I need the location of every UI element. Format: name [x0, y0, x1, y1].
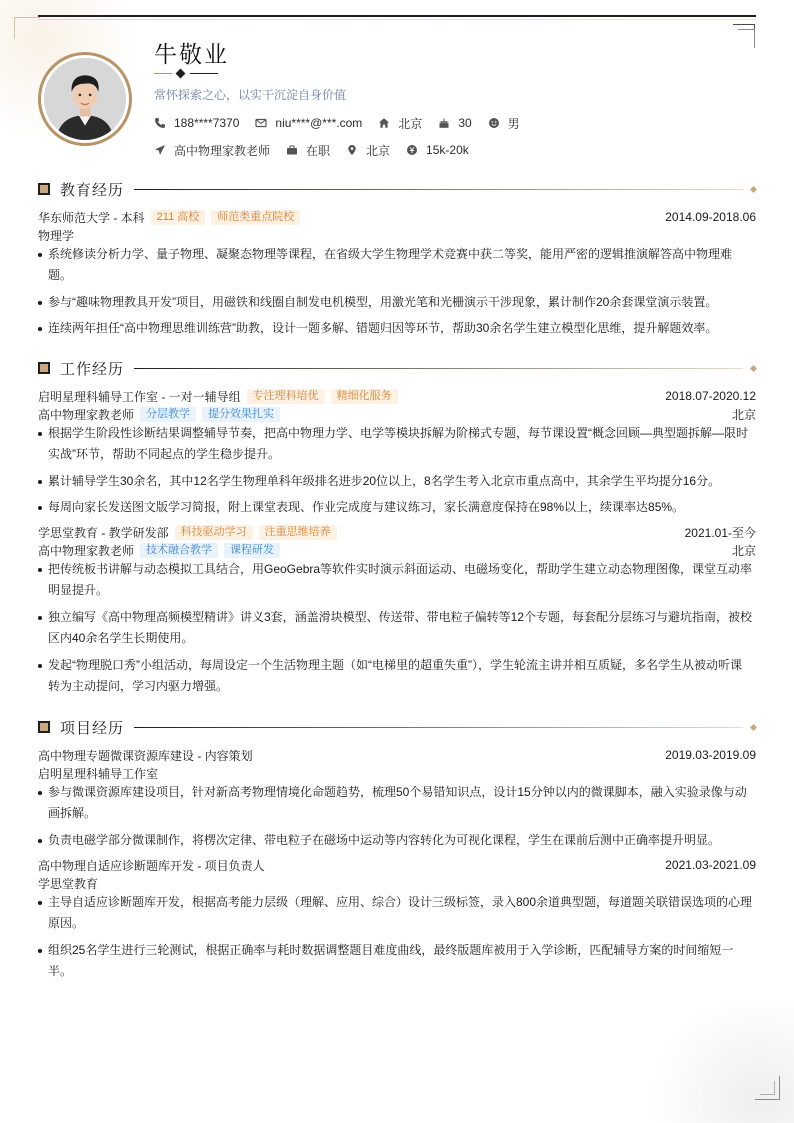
work-date: 2018.07-2020.12	[665, 389, 756, 403]
work-date: 2021.01-至今	[684, 525, 756, 540]
bullet-text: 组织25名学生进行三轮测试，根据正确率与耗时数据调整题目难度曲线，最终版题库被用于入学诊断，匹配辅导方案的时间缩短一	[48, 943, 734, 957]
company-tag: 注重思维培养	[259, 525, 337, 540]
square-bullet-icon	[38, 721, 50, 733]
list-item	[38, 244, 756, 286]
work-location: 北京	[731, 407, 756, 422]
section-title: 项目经历	[60, 719, 125, 737]
person-icon	[44, 58, 126, 140]
project-org: 启明星理科辅导工作室	[38, 766, 159, 781]
bullet-text: 独立编写《高中物理高频模型精讲》讲义3套，涵盖滑块模型、传送带、带电粒子偏转等12个专题，每套配分层练习与避坑指南，被校	[48, 610, 753, 624]
list-item	[38, 559, 756, 601]
name-divider	[154, 68, 218, 80]
salary-value: 15k-20k	[426, 143, 469, 157]
avatar-photo	[44, 58, 126, 140]
role-tag: 课程研发	[224, 543, 280, 558]
work-location: 北京	[731, 543, 756, 558]
project-org: 学思堂教育	[38, 876, 99, 891]
candidate-name: 牛敬业	[154, 41, 229, 67]
diamond-icon	[750, 364, 757, 371]
corner-decor-top-left	[14, 17, 40, 39]
role-tag: 技术融合教学	[140, 543, 218, 558]
bullet-text: 参与微课资源库建设项目，针对新高考物理情境化命题趋势，梳理50个易错知识点，设计15分钟以内的微课脚本，融入实验录像与动	[48, 785, 747, 799]
bullet-text: 把传统板书讲解与动态模拟工具结合，用GeoGebra等软件实时演示斜面运动、电磁场变化，帮助学生建立动态物理图像，课堂互动率	[48, 562, 753, 576]
diamond-icon	[750, 723, 757, 730]
bullet-text: 发起“物理脱口秀”小组活动，每周设定一个生活物理主题（如“电梯里的超重失重”），学生轮流主讲并相互质疑，多名学生从被动听课	[48, 658, 742, 672]
list-item: 负责电磁学部分微课制作，将楞次定律、带电粒子在磁场中运动等内容转化为可视化课程，学生在课前后测中正确率提升明显。	[38, 830, 756, 851]
education-header	[38, 209, 756, 225]
mail-icon	[255, 117, 267, 129]
list-item	[38, 892, 756, 934]
corner-decor-bottom-right-inner	[760, 1081, 775, 1095]
bullet-text: 半。	[48, 964, 73, 978]
list-item	[38, 607, 756, 649]
section-divider	[134, 368, 743, 369]
bullet-text: 主导自适应诊断题库开发，根据高考能力层级（理解、应用、综合）设计三级标签，录入800余道典型题，每道题关联错误选项的心理	[48, 895, 753, 909]
bullet-text: 系统修读分析力学、量子物理、凝聚态物理等课程，在省级大学生物理学术竞赛中获二等奖，能用严密的逻辑推演解答高中物理难	[48, 247, 733, 261]
top-rule-thin	[38, 19, 756, 20]
money-icon	[406, 144, 418, 156]
gender-value: 男	[507, 116, 520, 131]
education-major: 物理学	[38, 228, 75, 243]
section-work	[38, 360, 756, 376]
send-icon	[154, 144, 166, 156]
school-tag: 211 高校	[151, 210, 206, 225]
status-info	[286, 142, 330, 159]
bullet-text: 原因。	[48, 916, 85, 930]
status-value: 在职	[306, 143, 331, 158]
target-job-value: 高中物理家教老师	[174, 143, 271, 158]
email-info	[255, 116, 362, 130]
bullet-text: 明显提升。	[48, 583, 109, 597]
bullet-text: 画拆解。	[48, 806, 97, 820]
project-date: 2019.03-2019.09	[665, 748, 756, 762]
phone-info	[154, 116, 239, 130]
section-divider	[134, 727, 743, 728]
bullet-text: 转为主动提问，学习内驱力增强。	[48, 679, 229, 693]
motto: 常怀探索之心，以实干沉淀自身价值	[154, 88, 347, 102]
project-title: 高中物理自适应诊断题库开发 - 项目负责人	[38, 858, 265, 873]
list-item	[38, 655, 756, 697]
bullet-text: 题。	[48, 268, 73, 282]
company-name: 学思堂教育 - 教学研发部	[38, 525, 169, 540]
phone-value: 188****7370	[174, 116, 240, 130]
avatar	[38, 52, 132, 146]
section-projects	[38, 719, 756, 735]
school-name: 华东师范大学 - 本科	[38, 210, 145, 225]
email-value: niu****@***.com	[275, 116, 363, 130]
company-tag: 专注理科培优	[247, 389, 325, 404]
list-item: 连续两年担任“高中物理思维训练营”助教，设计一题多解、错题归因等环节，帮助30余名学生建立模型化思维，提升解题效率。	[38, 318, 756, 339]
project-header	[38, 747, 756, 763]
project-date: 2021.03-2021.09	[665, 858, 756, 872]
cake-icon	[438, 117, 450, 129]
list-item: 每周向家长发送图文版学习简报，附上课堂表现、作业完成度与建议练习，家长满意度保持在98%以上，续课率达85%。	[38, 497, 756, 518]
location-pin-icon	[346, 144, 358, 156]
age-value: 30	[458, 116, 472, 130]
target-city-value: 北京	[366, 143, 391, 158]
section-education	[38, 181, 756, 197]
section-title: 工作经历	[60, 360, 125, 378]
section-title: 教育经历	[60, 181, 125, 199]
city-value: 北京	[398, 116, 423, 131]
work-header	[38, 524, 756, 540]
project-header	[38, 857, 756, 873]
company-tag: 精细化服务	[331, 389, 398, 404]
contact-row	[154, 115, 536, 131]
home-icon	[378, 117, 390, 129]
bullet-text: 实战”环节，帮助不同起点的学生稳步提升。	[48, 447, 280, 461]
square-bullet-icon	[38, 183, 50, 195]
role-name: 高中物理家教老师	[38, 543, 135, 558]
gender-info	[488, 115, 520, 132]
city-info	[378, 115, 422, 132]
list-item	[38, 782, 756, 824]
salary-info	[406, 143, 469, 157]
decor-glow-bottom-right	[640, 1000, 794, 1123]
target-city-info	[346, 142, 390, 159]
school-tag: 师范类重点院校	[211, 210, 300, 225]
diamond-icon	[750, 185, 757, 192]
role-tag: 提分效果扎实	[202, 407, 280, 422]
list-item	[38, 940, 756, 982]
face-icon	[488, 117, 500, 129]
phone-icon	[154, 117, 166, 129]
top-rule	[38, 15, 756, 17]
section-divider	[134, 189, 743, 190]
bullet-text: 根据学生阶段性诊断结果调整辅导节奏，把高中物理力学、电学等模块拆解为阶梯式专题，每节课设置“概念回顾—典型题拆解—限时	[48, 426, 749, 440]
age-info	[438, 116, 471, 130]
list-item: 参与“趣味物理教具开发”项目，用磁铁和线圈自制发电机模型，用激光笔和光栅演示干涉现象，累计制作20余套课堂演示装置。	[38, 292, 756, 313]
list-item	[38, 423, 756, 465]
company-tag: 科技驱动学习	[175, 525, 253, 540]
square-bullet-icon	[38, 362, 50, 374]
work-header	[38, 388, 756, 404]
list-item: 累计辅导学生30余名，其中12名学生物理单科年级排名进步20位以上，8名学生考入北京市重点高中，其余学生平均提分16分。	[38, 471, 756, 492]
target-job-info	[154, 142, 270, 159]
education-date: 2014.09-2018.06	[665, 210, 756, 224]
work-role-row	[38, 542, 756, 558]
briefcase-icon	[286, 144, 298, 156]
bullet-text: 区内40余名学生长期使用。	[48, 631, 194, 645]
role-tag: 分层教学	[140, 407, 196, 422]
job-intention-row	[154, 142, 485, 158]
corner-decor-top-right-inner	[738, 29, 755, 48]
work-role-row	[38, 406, 756, 422]
role-name: 高中物理家教老师	[38, 407, 135, 422]
company-name: 启明星理科辅导工作室 - 一对一辅导组	[38, 389, 241, 404]
project-title: 高中物理专题微课资源库建设 - 内容策划	[38, 748, 253, 763]
